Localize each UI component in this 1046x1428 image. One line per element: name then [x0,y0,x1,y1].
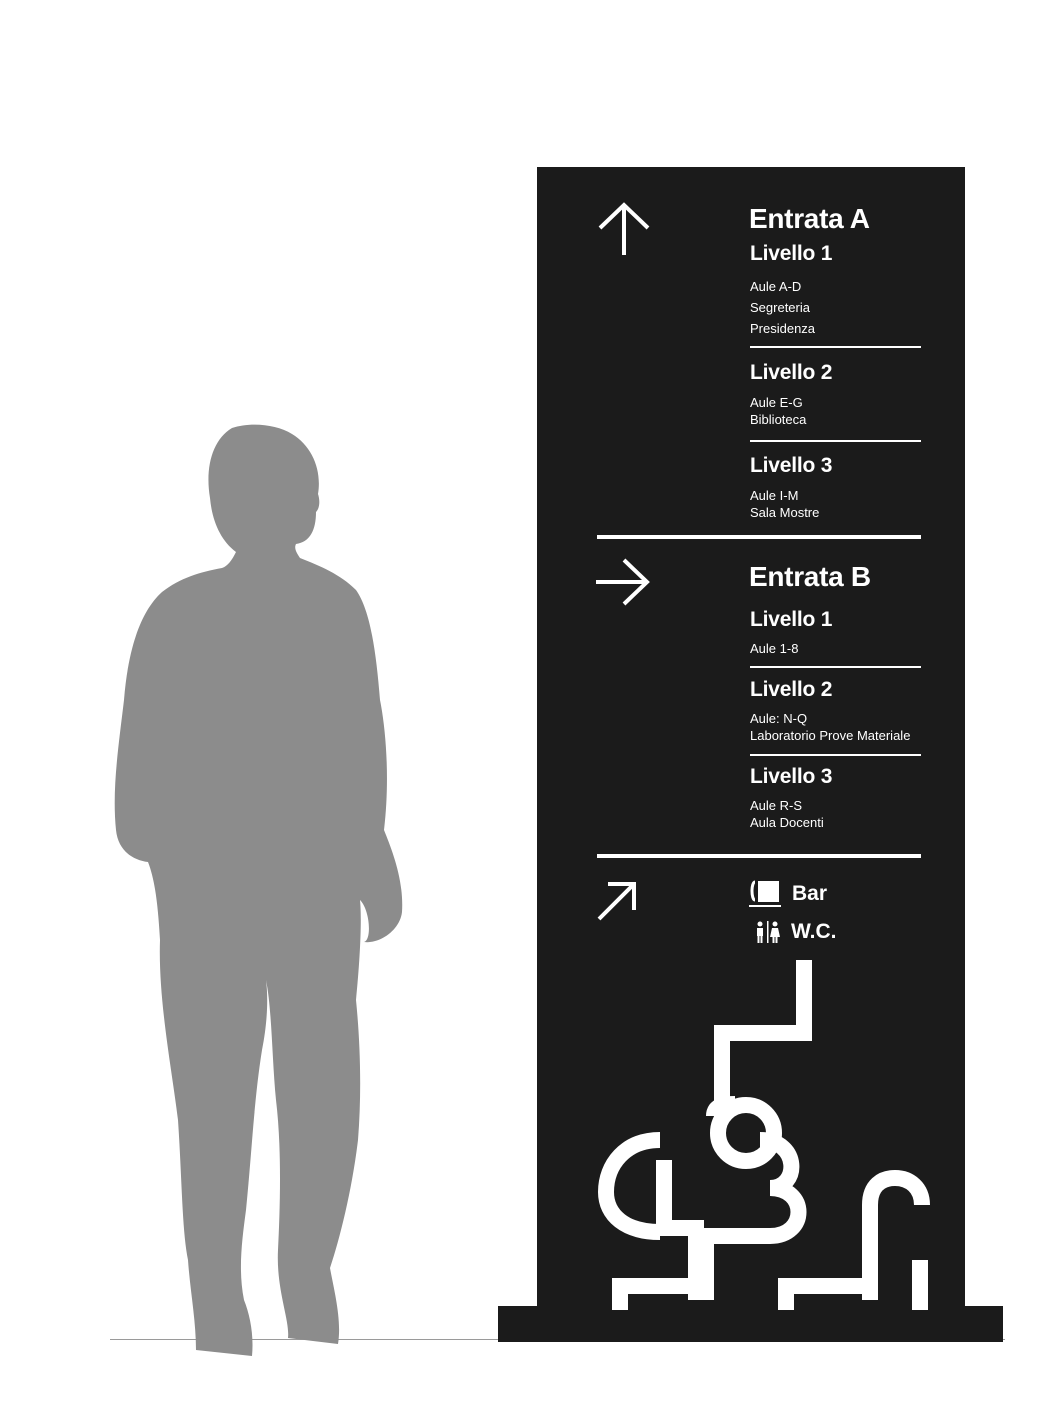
entrance-a-level-2-label: Livello 2 [750,361,833,384]
arrow-up-icon [595,200,653,258]
entrance-a-level-1-room: Aule A-D [750,279,802,294]
entrance-b-level-3-label: Livello 3 [750,765,833,788]
divider [750,440,921,442]
entrance-b-level-2-room: Laboratorio Prove Materiale [750,728,911,743]
entrance-a-level-1-room: Segreteria [750,300,810,315]
entrance-a-title: Entrata A [749,203,870,234]
service-wc-label: W.C. [791,920,837,943]
section-divider [597,535,921,539]
entrance-a-level-2-room: Aule E-G [750,395,803,410]
section-divider [597,854,921,858]
logo-graphic [537,950,965,1310]
entrance-b-level-2-label: Livello 2 [750,678,833,701]
divider [750,666,921,668]
entrance-a-level-3-room: Sala Mostre [750,505,820,520]
entrance-a-level-3-label: Livello 3 [750,454,833,477]
entrance-b-level-3-room: Aule R-S [750,798,803,813]
entrance-b-level-1-room: Aule 1-8 [750,641,799,656]
entrance-a-level-2-room: Biblioteca [750,412,807,427]
entrance-b-level-2-room: Aule: N-Q [750,711,808,726]
sign-base [498,1306,1003,1342]
divider [750,754,921,756]
entrance-b-level-1-label: Livello 1 [750,608,833,631]
divider [750,346,921,348]
service-bar-label: Bar [792,882,828,905]
arrow-right-icon [594,558,652,606]
coffee-cup-icon [749,879,783,909]
entrance-b-title: Entrata B [749,561,871,592]
arrow-up-right-icon [596,880,638,922]
entrance-b-level-3-room: Aula Docenti [750,815,824,830]
restroom-icon [754,921,782,943]
entrance-a-level-3-room: Aule I-M [750,488,799,503]
entrance-a-level-1-label: Livello 1 [750,242,833,265]
entrance-a-level-1-room: Presidenza [750,321,816,336]
